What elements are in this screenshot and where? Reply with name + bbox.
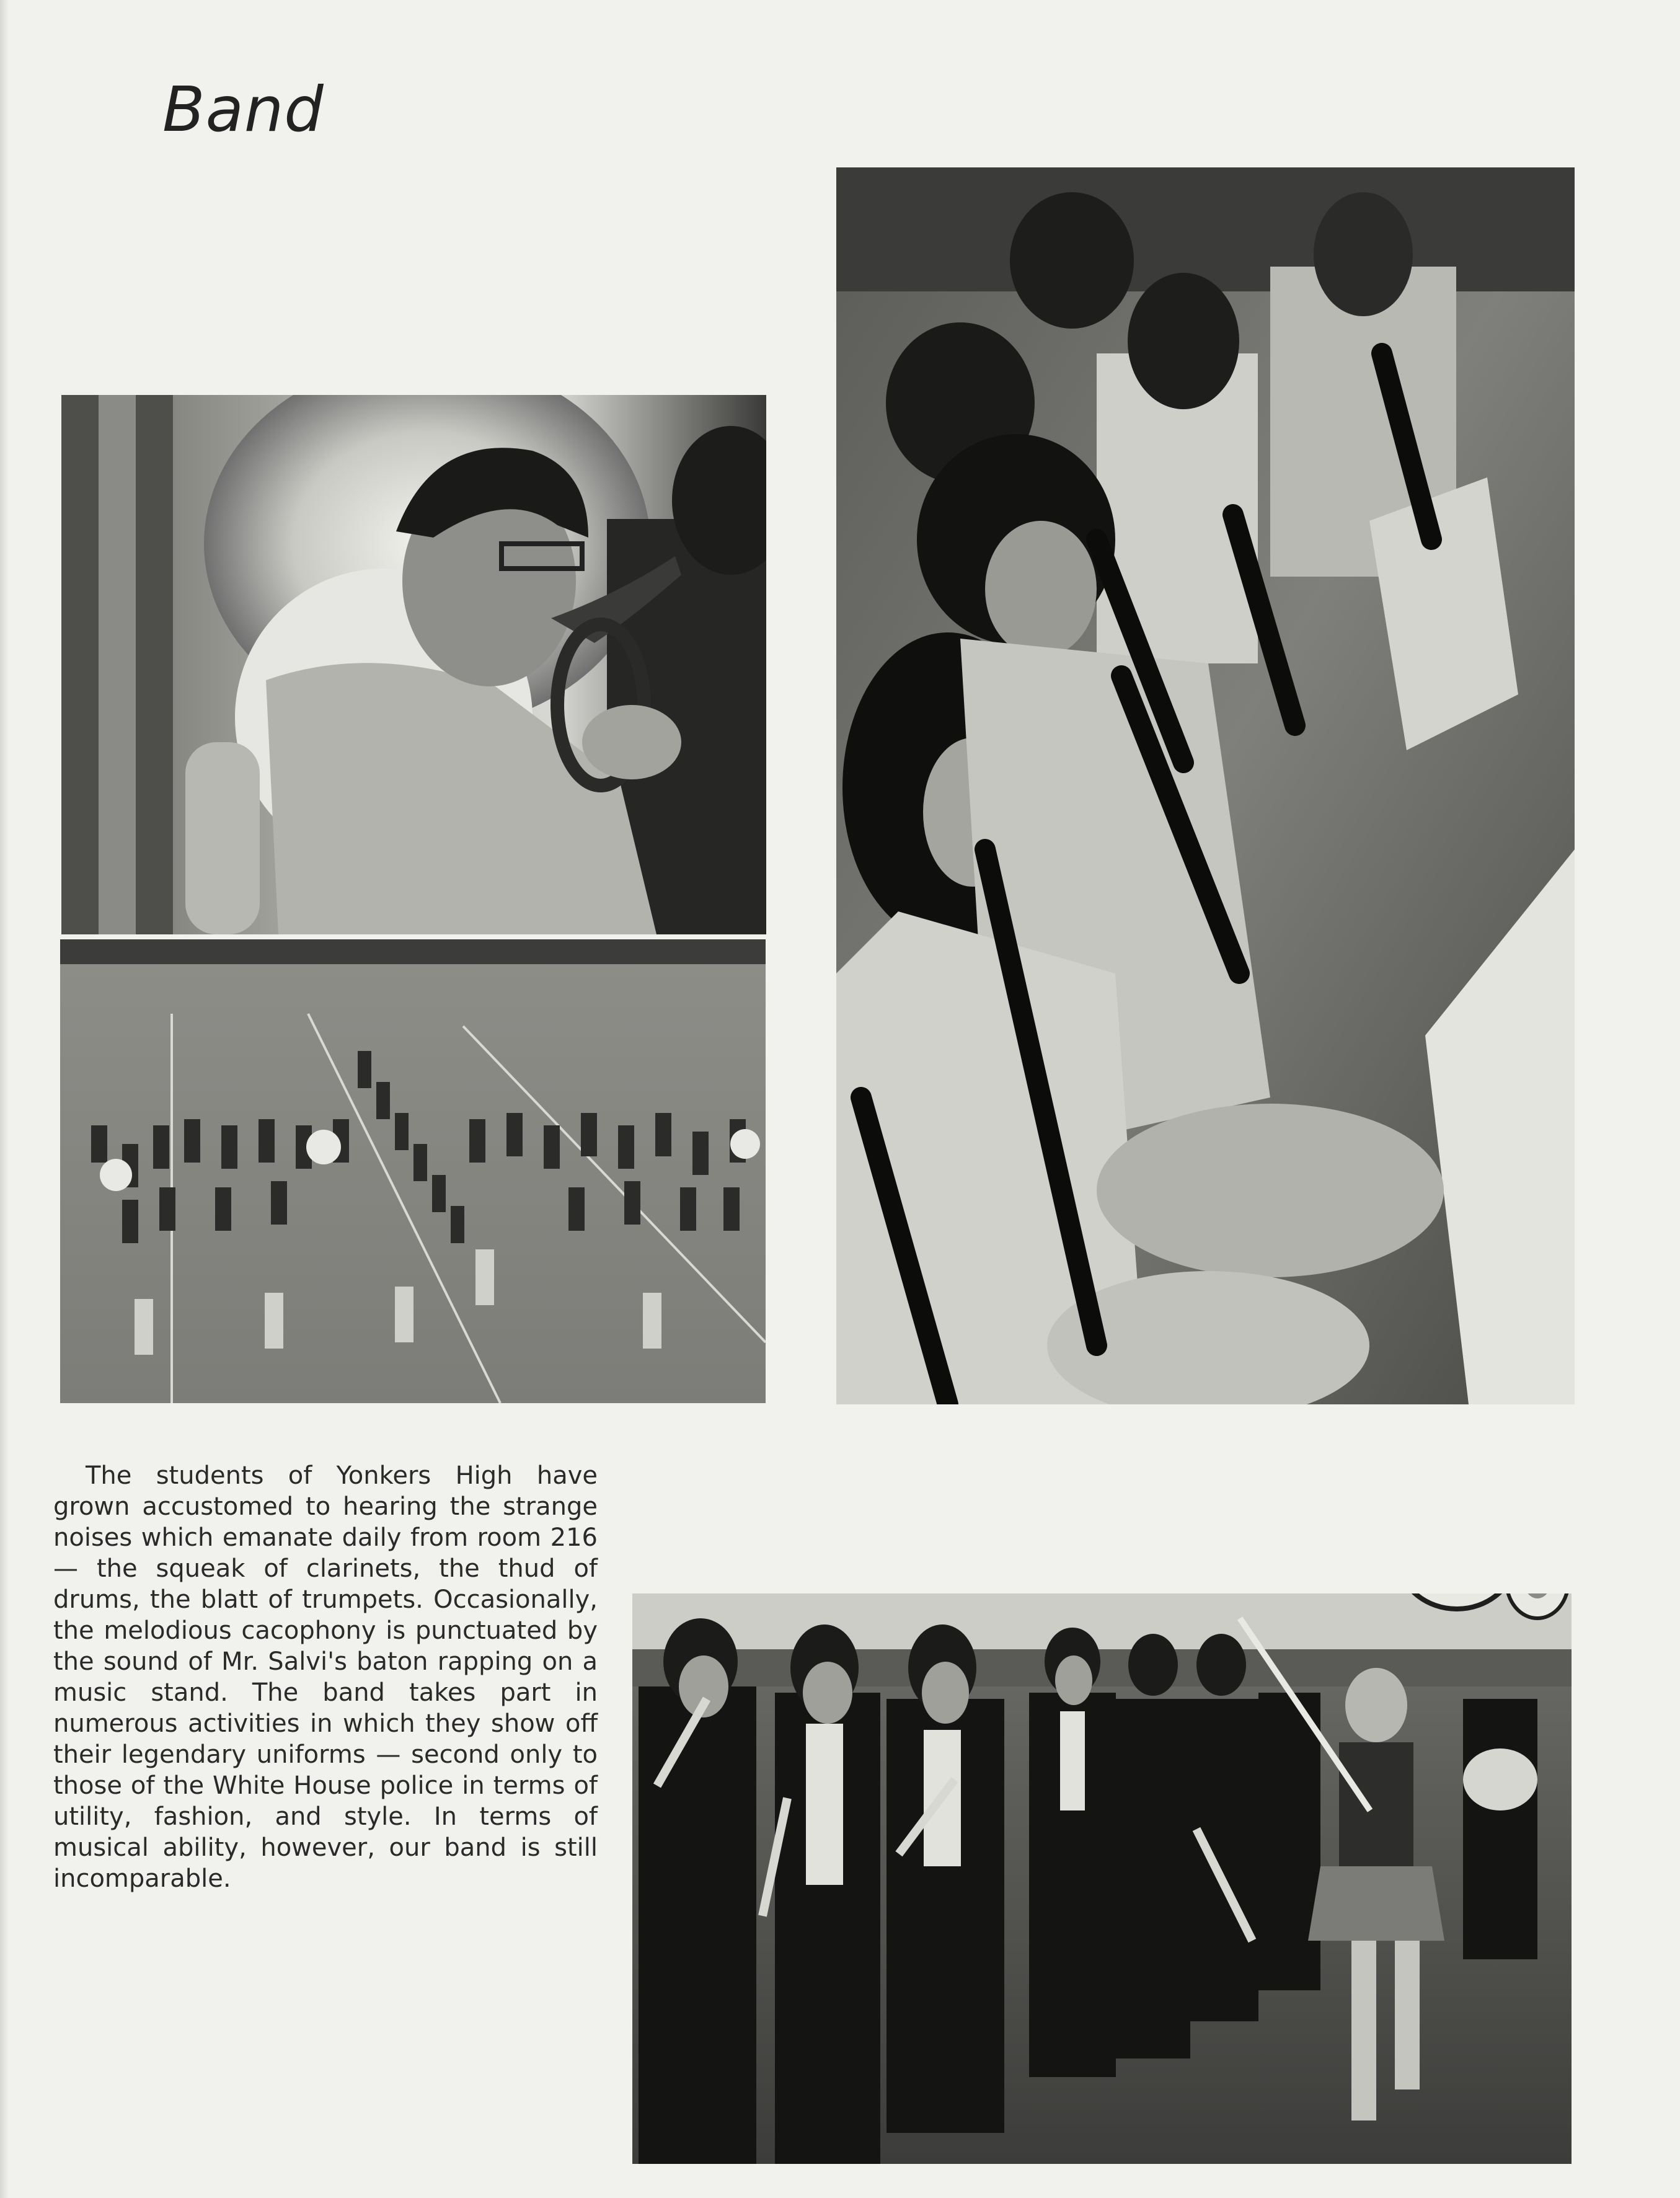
photo-clarinet-section — [836, 167, 1575, 1404]
photo-marching-parade — [632, 1593, 1572, 2164]
horn-player-image — [61, 395, 766, 934]
marching-parade-image — [632, 1593, 1572, 2164]
photo-marching-formation — [60, 939, 766, 1403]
marching-formation-image — [60, 939, 766, 1403]
page-edge — [0, 0, 9, 2198]
clarinet-section-image — [836, 167, 1575, 1404]
page-title: Band — [162, 73, 324, 146]
body-paragraph: The students of Yonkers High have grown accustomed to hearing the strange noises which emanate daily from room 216 — the squeak of clarinets, the thud of drums, the blatt of trumpets. Occasionally, the melodious cacophony is punctuated by the sound of Mr. Salvi's baton rapping on a music stand. The band takes part in numerous activities in which they show off their legendary uniforms — second only to those of the White House police in terms of utility, fashion, and style. In terms of musical ability, however, our band is still incomparable. — [53, 1461, 598, 1893]
photo-horn-player — [61, 395, 766, 934]
